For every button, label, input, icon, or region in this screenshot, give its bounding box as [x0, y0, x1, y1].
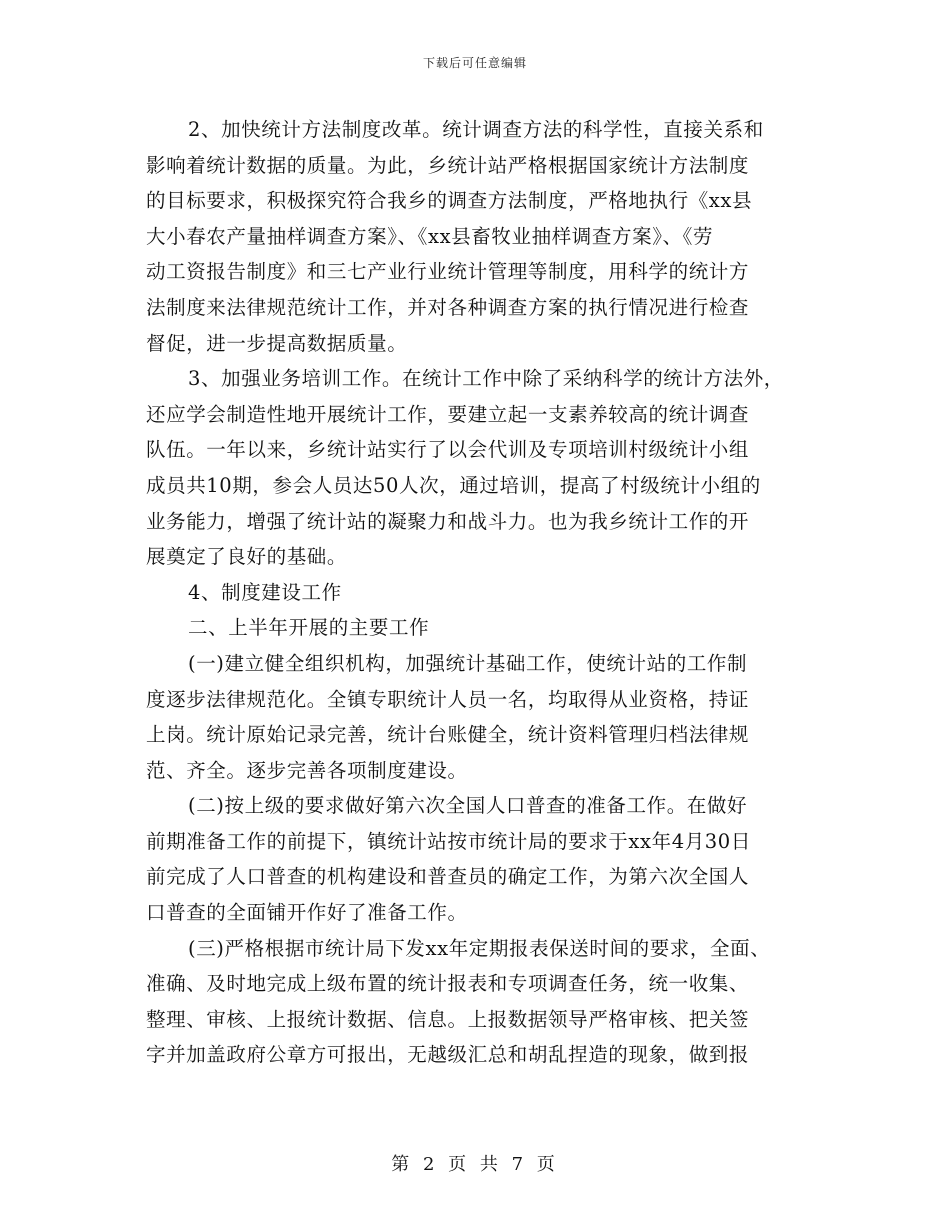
text-line: 的目标要求，积极探究符合我乡的调查方法制度，严格地执行《xx县	[146, 189, 753, 213]
page-header: 下载后可任意编辑	[422, 56, 527, 70]
text-line: 大小春农产量抽样调查方案》、《xx县畜牧业抽样调查方案》、《劳	[146, 224, 714, 248]
text-line: 队伍。一年以来，乡统计站实行了以会代训及专项培训村级统计小组	[146, 438, 750, 462]
text-line: 动工资报告制度》和三七产业行业统计管理等制度，用科学的统计方	[146, 260, 750, 284]
text-line: 成员共10期，参会人员达50人次，通过培训，提高了村级统计小组的	[146, 473, 761, 497]
text-line: 4、制度建设工作	[188, 580, 342, 604]
text-line: 前期准备工作的前提下，镇统计站按市统计局的要求于xx年4月30日	[146, 829, 751, 853]
document-body	[146, 112, 810, 1073]
text-line: 字并加盖政府公章方可报出，无越级汇总和胡乱捏造的现象，做到报	[146, 1043, 750, 1067]
text-line: 展奠定了良好的基础。	[146, 545, 348, 569]
text-line: 业务能力，增强了统计站的凝聚力和战斗力。也为我乡统计工作的开	[146, 509, 750, 533]
text-line: 3、加强业务培训工作。在统计工作中除了采纳科学的统计方法外，	[188, 367, 784, 391]
text-line: 2、加快统计方法制度改革。统计调查方法的科学性，直接关系和	[188, 118, 764, 141]
text-line: 二、上半年开展的主要工作	[188, 616, 430, 640]
text-line: 度逐步法律规范化。全镇专职统计人员一名，均取得从业资格，持证	[146, 687, 750, 711]
text-line: 范、齐全。逐步完善各项制度建设。	[146, 758, 468, 782]
text-line: 整理、审核、上报统计数据、信息。上报数据领导严格审核、把关签	[146, 1007, 750, 1031]
page-footer: 第 2 页 共 7 页	[391, 1154, 559, 1175]
text-line: (三)严格根据市统计局下发xx年定期报表保送时间的要求，全面、	[188, 936, 771, 960]
text-line: 上岗。统计原始记录完善，统计台账健全，统计资料管理归档法律规	[146, 723, 750, 747]
text-line: 口普查的全面铺开作好了准备工作。	[146, 901, 468, 925]
text-line: 准确、及时地完成上级布置的统计报表和专项调查任务，统一收集、	[146, 972, 750, 996]
text-line: 还应学会制造性地开展统计工作，要建立起一支素养较高的统计调查	[146, 402, 750, 426]
text-line: 前完成了人口普查的机构建设和普查员的确定工作，为第六次全国人	[146, 865, 750, 889]
text-line: 法制度来法律规范统计工作，并对各种调查方案的执行情况进行检查	[146, 295, 750, 319]
text-line: (一)建立健全组织机构，加强统计基础工作，使统计站的工作制	[188, 651, 748, 675]
text-line: (二)按上级的要求做好第六次全国人口普查的准备工作。在做好	[188, 794, 748, 818]
text-line: 影响着统计数据的质量。为此，乡统计站严格根据国家统计方法制度	[146, 153, 750, 177]
text-line: 督促，进一步提高数据质量。	[146, 331, 408, 355]
